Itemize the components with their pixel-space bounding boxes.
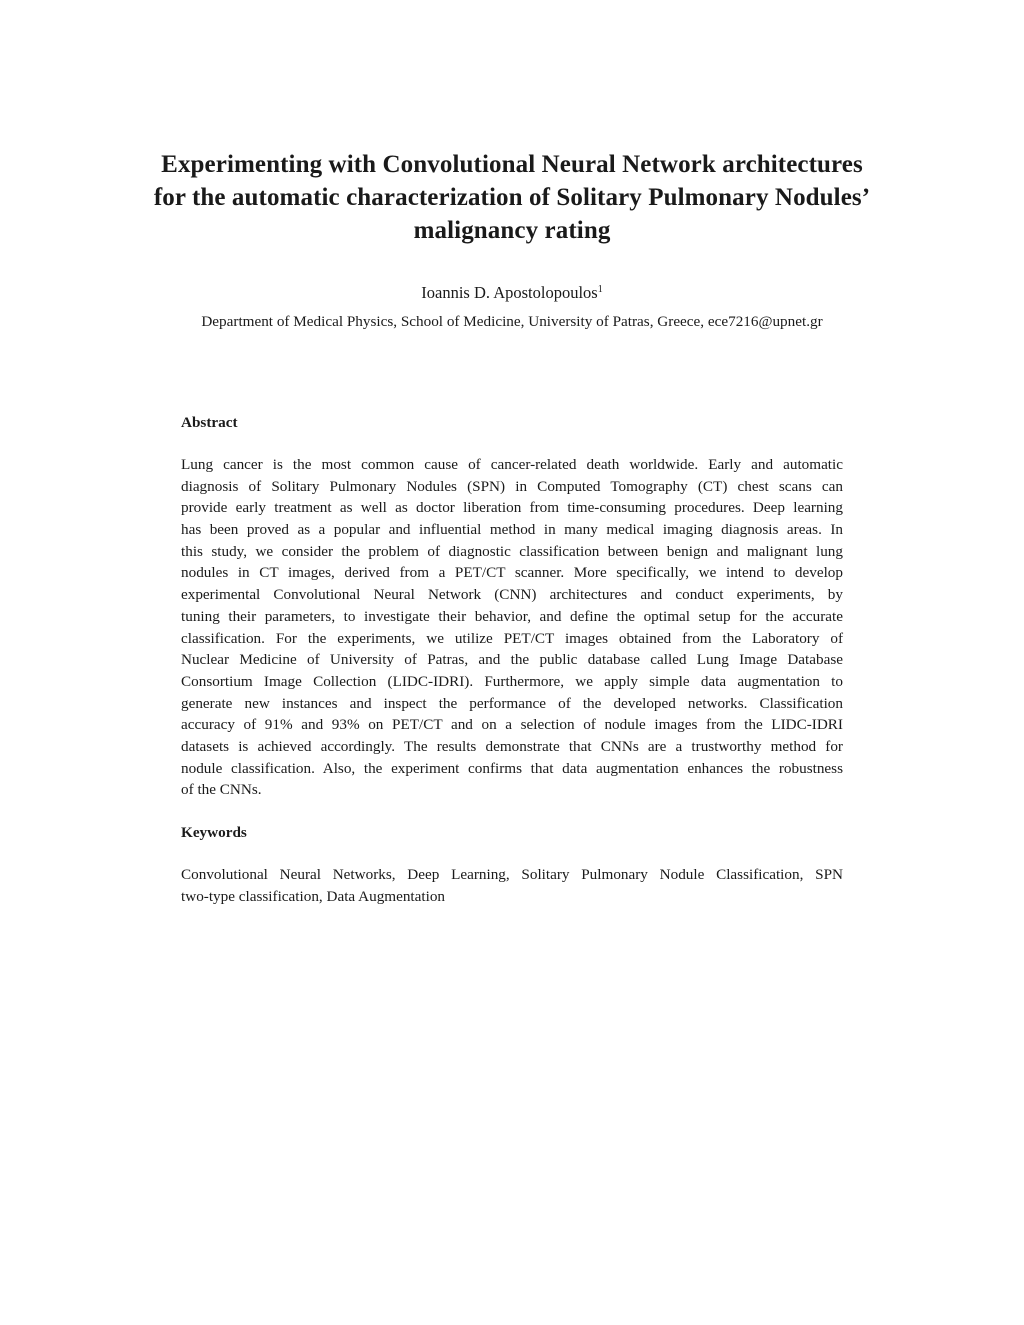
abstract-line: Lung cancer is the most common cause of cancer-related death worldwide. Early and automatic bbox=[181, 456, 843, 473]
abstract-line: has been proved as a popular and influential method in many medical imaging diagnosis areas. In bbox=[181, 521, 843, 539]
author-affiliation-marker: 1 bbox=[597, 284, 603, 295]
abstract-line: diagnosis of Solitary Pulmonary Nodules (SPN) in Computed Tomography (CT) chest scans can bbox=[181, 477, 843, 495]
paper-title bbox=[100, 148, 924, 247]
abstract-body bbox=[181, 454, 843, 801]
abstract-line: datasets is achieved accordingly. The results demonstrate that CNNs are a trustworthy method for bbox=[181, 737, 843, 755]
keywords-line: Convolutional Neural Networks, Deep Learning, Solitary Pulmonary Nodule Classification, SPN bbox=[181, 866, 843, 883]
title-line: Experimenting with Convolutional Neural Network architectures bbox=[161, 151, 863, 178]
abstract-line: nodule classification. Also, the experiment confirms that data augmentation enhances the robustness bbox=[181, 759, 843, 777]
author-name: Ioannis D. Apostolopoulos bbox=[421, 283, 598, 302]
abstract-line: experimental Convolutional Neural Network (CNN) architectures and conduct experiments, by bbox=[181, 586, 843, 604]
title-line: malignancy rating bbox=[413, 217, 611, 244]
abstract-line: classification. For the experiments, we utilize PET/CT images obtained from the Laboratory of bbox=[181, 629, 843, 647]
abstract-line: nodules in CT images, derived from a PET/CT scanner. More specifically, we intend to develop bbox=[181, 564, 843, 582]
author-line bbox=[100, 282, 924, 304]
abstract-line: Consortium Image Collection (LIDC-IDRI). Furthermore, we apply simple data augmentation to bbox=[181, 672, 843, 690]
abstract-line: accuracy of 91% and 93% on PET/CT and on a selection of nodule images from the LIDC-IDRI bbox=[181, 716, 843, 734]
author-affiliation: Department of Medical Physics, School of Medicine, University of Patras, Greece, ece7216@upnet.gr bbox=[201, 313, 823, 330]
abstract-line: of the CNNs. bbox=[181, 781, 262, 799]
abstract-line: tuning their parameters, to investigate their behavior, and define the optimal setup for the accurate bbox=[181, 607, 843, 625]
abstract-line: provide early treatment as well as doctor liberation from time-consuming procedures. Deep learning bbox=[181, 499, 843, 517]
abstract-line: this study, we consider the problem of diagnostic classification between benign and malignant lung bbox=[181, 542, 843, 560]
title-line: for the automatic characterization of Solitary Pulmonary Nodules’ bbox=[153, 184, 871, 211]
keywords-line: two-type classification, Data Augmentation bbox=[181, 887, 446, 905]
keywords-body bbox=[181, 864, 843, 907]
abstract-heading: Abstract bbox=[181, 414, 238, 431]
abstract-line: generate new instances and inspect the performance of the developed networks. Classification bbox=[181, 694, 843, 712]
keywords-heading: Keywords bbox=[181, 824, 247, 841]
abstract-line: Nuclear Medicine of University of Patras, and the public database called Lung Image Database bbox=[181, 651, 843, 669]
